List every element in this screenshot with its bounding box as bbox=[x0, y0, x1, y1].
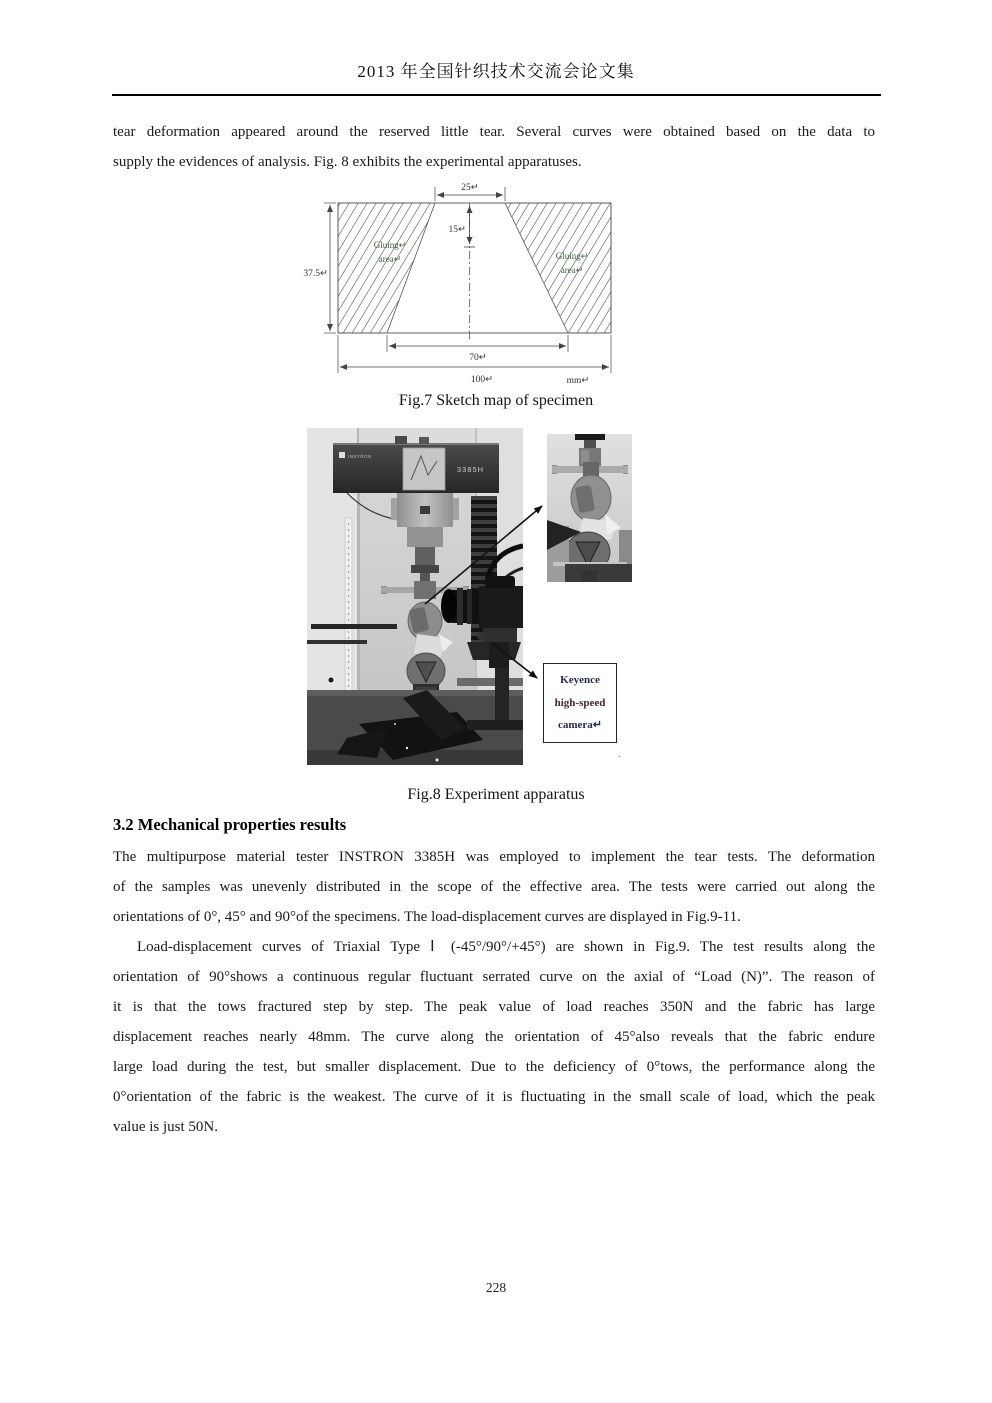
camera-body bbox=[479, 586, 523, 628]
gluing-right-label-1: Gluing↵ bbox=[555, 251, 589, 261]
camera-lens-front bbox=[441, 589, 457, 623]
section-heading: 3.2 Mechanical properties results bbox=[113, 815, 347, 834]
gluing-area-left-hatch bbox=[338, 203, 435, 333]
beam-placard bbox=[403, 448, 445, 490]
grip-closeup-inset bbox=[547, 434, 632, 582]
intro-paragraph bbox=[113, 117, 875, 177]
dim-label-outer-width: 100↵ bbox=[470, 375, 494, 385]
gluing-area-right-hatch bbox=[505, 203, 611, 333]
lens-ring bbox=[467, 589, 472, 624]
inset-base bbox=[565, 564, 632, 582]
machine-model-label: 3385H bbox=[457, 465, 485, 474]
left-rail bbox=[307, 640, 367, 644]
tripod-foot bbox=[467, 720, 523, 730]
inset-right-block bbox=[619, 530, 632, 566]
header-rule bbox=[112, 94, 881, 96]
dim-label-inner-width: 70↵ bbox=[469, 353, 487, 363]
dim-label-slit: 15↵ bbox=[448, 225, 466, 235]
adapter-collar bbox=[411, 565, 439, 573]
tripod-post bbox=[495, 668, 509, 724]
beam-knob bbox=[419, 437, 429, 444]
page-number: 228 bbox=[485, 1280, 507, 1295]
tripod-head bbox=[489, 642, 509, 668]
p3-line-2: orientation of 90°shows a continuous regular fluctuant serrated curve on the axial of “Load (N)”. The reason of bbox=[113, 969, 875, 985]
figure8-caption: Fig.8 Experiment apparatus bbox=[407, 786, 585, 803]
intro-line-1: tear deformation appeared around the reserved little tear. Several curves were obtained based on the data to bbox=[113, 124, 875, 140]
p2-line-3: orientations of 0°, 45° and 90°of the specimens. The load-displacement curves are displayed in Fig.9-11. bbox=[113, 909, 741, 925]
tripod-knob bbox=[477, 632, 485, 640]
tensile-machine-photo bbox=[307, 428, 523, 765]
camera-callout-box bbox=[543, 663, 617, 743]
p3-line-4: displacement reaches nearly 48mm. The curve along the orientation of 45°also reveals that the fabric endure bbox=[113, 1029, 875, 1045]
mechanical-results-paragraph-1 bbox=[113, 842, 875, 932]
beam-knob bbox=[395, 436, 407, 444]
adapter-cylinder bbox=[407, 527, 443, 547]
mechanical-results-paragraph-2 bbox=[113, 932, 875, 1142]
left-rail bbox=[311, 624, 397, 629]
adapter-rod bbox=[415, 547, 435, 565]
p3-line-6: 0°orientation of the fabric is the weakest. The curve of it is fluctuating in the small scale of load, which the peak bbox=[113, 1089, 875, 1105]
inset-stem bbox=[584, 440, 596, 448]
p3-line-3: it is that the tows fractured step by step. The peak value of load reaches 350N and the fabric has large bbox=[113, 999, 875, 1015]
p3-line-5: large load during the test, but smaller displacement. Due to the deficiency of 0°tows, the performance along the bbox=[113, 1059, 875, 1075]
speck bbox=[436, 759, 439, 762]
loadcell-logo bbox=[420, 506, 430, 514]
lens-ring bbox=[457, 588, 463, 625]
unit-label: mm↵ bbox=[566, 376, 590, 386]
machine-brand-label: INSTRON bbox=[348, 454, 372, 459]
p2-line-2: of the samples was unevenly distributed in the scope of the effective area. The tests were carried out along the bbox=[113, 879, 875, 895]
inset-hub bbox=[583, 462, 599, 476]
camera-callout-line2: high-speed bbox=[554, 696, 606, 709]
stray-paragraph-mark: . bbox=[618, 748, 621, 760]
gluing-left-label-1: Gluing↵ bbox=[373, 240, 407, 250]
camera-handle bbox=[485, 576, 515, 588]
dim-label-height: 37.5↵ bbox=[303, 269, 328, 279]
figure7-caption: Fig.7 Sketch map of specimen bbox=[398, 392, 594, 409]
gluing-left-label-2: area↵ bbox=[378, 254, 402, 264]
dim-label-top-width: 25↵ bbox=[461, 183, 479, 193]
speck bbox=[406, 747, 408, 749]
figure8-apparatus bbox=[307, 428, 647, 768]
inset-cap bbox=[575, 434, 605, 440]
intro-line-2: supply the evidences of analysis. Fig. 8 exhibits the experimental apparatuses. bbox=[113, 154, 582, 170]
gluing-right-label-2: area↵ bbox=[560, 265, 584, 275]
inset-block-highlight bbox=[581, 450, 589, 464]
p3-line-1: Load-displacement curves of Triaxial Type Ⅰ (-45°/90°/+45°) are shown in Fig.9. The test results along the bbox=[137, 939, 875, 955]
camera-mount bbox=[483, 628, 517, 642]
figure7-specimen-sketch bbox=[300, 180, 644, 402]
brand-logo-mark bbox=[339, 452, 345, 458]
loadcell-tab bbox=[391, 498, 398, 520]
speck bbox=[394, 723, 396, 725]
p2-line-1: The multipurpose material tester INSTRON 3385H was employed to implement the tear tests. The deformation bbox=[113, 849, 875, 865]
inset-column bbox=[581, 570, 597, 582]
page-header-title: 2013 年全国针织技术交流会论文集 bbox=[357, 62, 635, 81]
loadcell-tab bbox=[452, 498, 459, 520]
support-bar bbox=[457, 678, 523, 686]
camera-callout-line1: Keyence bbox=[560, 674, 600, 687]
crossbar-hub bbox=[414, 581, 436, 599]
column-knob bbox=[329, 678, 334, 683]
p3-line-7: value is just 50N. bbox=[113, 1119, 218, 1135]
camera-callout-line3: camera↵ bbox=[557, 718, 603, 731]
